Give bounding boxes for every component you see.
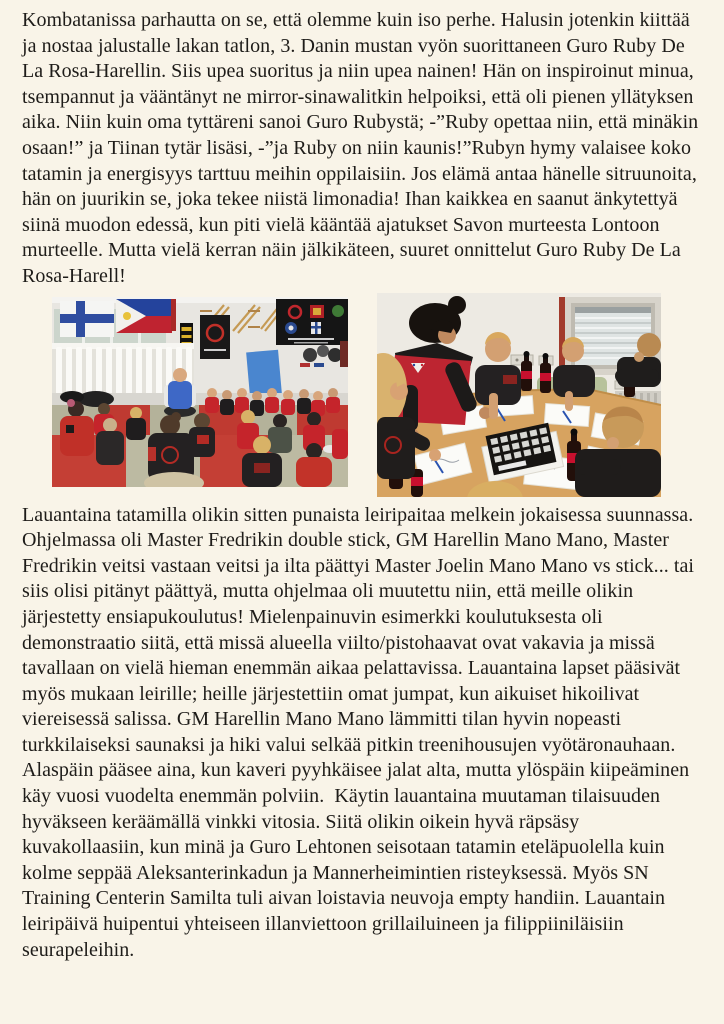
photo-kids-writing bbox=[377, 293, 661, 497]
photo-row bbox=[52, 293, 700, 497]
finnish-flag-icon bbox=[60, 301, 114, 337]
club-banner bbox=[276, 299, 348, 345]
philippine-flag-icon bbox=[116, 299, 172, 333]
photo-dojo-circle bbox=[52, 297, 348, 487]
back-row-people bbox=[205, 388, 340, 416]
blue-mat bbox=[246, 349, 282, 396]
paragraph-1: Kombatanissa parhautta on se, että olemme kuin iso perhe. Halusin jotenkin kiittää ja nostaa jalustalle lakan tatlon, 3. Danin mustan vyön suorittaneen Guro Ruby De La Rosa-Harellin. Siis upea suoritus ja niin upea nainen! Hän on inspiroinut minua, tsempannut ja vääntänyt ne mirror-sinawalitkin helpoiksi, että oli pienen yllätyksen aika. Niin kuin oma tyttäreni sanoi Guro Rubystä; -”Ruby opettaa niin, että minäkin osaan!” ja Tiinan tytär lisäsi, -”ja Ruby on niin kaunis!”Rubyn hymy valaisee koko tatamin ja energisyys tarttuu meihin oppilaisiin. Jos elämä antaa hänelle sitruunoita, hän on juurikin se, joka tekee niistä limonadia! Ihan kaikkea en saanut änkytettyä siinä muodon edessä, kun piti vielä kääntää ajatukset Savon murteesta Lontoon murteelle. Mutta vielä kerran näin jälkikäteen, suuret onnittelut Guro Ruby De La Rosa-Harell! bbox=[22, 9, 704, 287]
gym-bag bbox=[78, 391, 114, 407]
paragraph-2: Lauantaina tatamilla olikin sitten punaista leiripaitaa melkein jokaisessa suunnassa. Ohjelmassa oli Master Fredrikin double stick, GM Harellin Mano Mano, Master Fredrikin veitsi vastaan veitsi ja ilta päättyi Master Joelin Mano Mano vs stick... tai siis olisi pitänyt päättyä, mutta ohjelmaa oli muutettu niin, että meille olikin järjestetty ensiapukoulutus! Mielenpainuvin esimerkki koulutuksesta oli demonstraatio siitä, että missä alueella viilto/pistohaavat ovat vakavia ja missä tavallaan on vielä hieman enemmän aikaa pelattavissa. Lauantaina lapset pääsivät myös mukaan leirille; heille järjestettiin omat jumpat, kun aikuiset hikoilivat viereisessä salissa. GM Harellin Mano Mano lämmitti tilan hyvin nopeasti turkkilaiseksi saunaksi ja hiki valui selkää pitkin treenihousujen vyötäronauhaan. Alaspäin pääsee aina, kun kaveri pyyhkäisee jalat alta, mutta ylöspäin kiipeäminen käy vuosi vuodelta enemmän polviin. Käytin lauantaina muutaman tilaisuuden hyväkseen keräämällä vinkki vitosia. Siitä olikin oikein hyvä räpsäsy kuvakollaasiin, kun minä ja Guro Lehtonen seisotaan tatamin eteläpuolella kuin kolme seppää Aleksanterinkadun ja Mannerheimintien risteyksessä. Myös SN Training Centerin Samilta tuli aivan loistavia neuvoja empty handiin. Lauantain leiripäivä huipentui yhteiseen illanviettoon grillailuineen ja filippiiniläisiin seurapeleihin. bbox=[22, 503, 700, 961]
